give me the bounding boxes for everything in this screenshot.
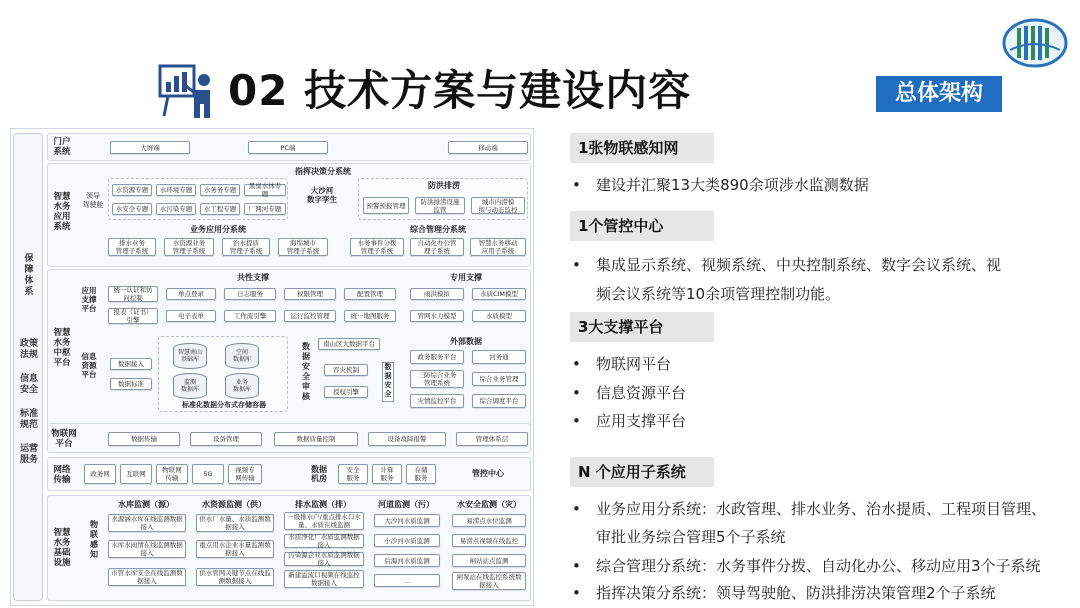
common-item: 统一认证和访 问控制 — [108, 286, 158, 302]
iot-item: 管理体系层 — [456, 432, 528, 446]
infosec-label: 信息 安全 — [19, 374, 38, 395]
network-item: 政务网 — [84, 464, 116, 484]
section-iot-network: 1张物联感知网 — [570, 133, 714, 163]
info-item: 数据标准 — [110, 378, 152, 390]
monitor-item: 后海河水质监测 — [374, 554, 440, 567]
section-app-subsystems: N 个应用子系统 — [570, 457, 714, 487]
external-item: 三防综合业务 管理系统 — [410, 370, 464, 388]
bullet-continuation: 审批业务综合管理5个子系统 — [596, 528, 786, 546]
business-item: 排水业务 管理子系统 — [108, 238, 156, 256]
external-item: 综合业务管理 — [472, 372, 526, 386]
monitor-group-title: 水资源监测（供） — [202, 500, 266, 509]
monitor-group-title: 排水监测（排） — [295, 500, 351, 509]
db-item: 空间 数据库 — [225, 343, 259, 369]
general-item: 自动化办公管 理子系统 — [410, 238, 464, 256]
topic-item: 水资源专题 — [112, 184, 152, 196]
center-item: 计算 服务 — [372, 464, 402, 484]
flood-group — [358, 178, 528, 220]
database-group — [158, 336, 288, 412]
business-item: 海绵城市 管理子系统 — [278, 238, 328, 256]
monitor-item: 水库水雨情在线监测数据接入 — [108, 540, 186, 558]
architecture-diagram — [10, 128, 534, 606]
common-item: 统一地图服务 — [344, 310, 396, 322]
section-badge: 总体架构 — [876, 76, 1002, 112]
cockpit-label: 领导 驾驶舱 — [82, 192, 104, 209]
flood-title: 防洪排涝 — [428, 181, 460, 190]
common-item: 电子表单 — [166, 310, 216, 322]
portal-item: 移动端 — [448, 141, 528, 154]
bullet-item: • 业务应用分系统：水政管理、排水业务、治水提质、工程项目管理、 — [572, 500, 1047, 518]
support-system-label: 保 障 体 系 — [24, 254, 34, 297]
monitor-item: 供水厂水量、水质监测数据接入 — [196, 514, 274, 532]
iot-item: 数据传输 — [108, 432, 180, 446]
topic-item: 水工程专题 — [200, 203, 240, 215]
external-title: 外部数据 — [450, 337, 482, 346]
monitor-item: 污染源企业水质监测数据接入 — [284, 552, 364, 566]
center-item: 存储 服务 — [406, 464, 436, 484]
bullet-item: • 集成显示系统、视频系统、中央控制系统、数字会议系统、视 — [572, 256, 1002, 274]
network-label: 网络 传输 — [53, 465, 71, 485]
common-item: 运行监控管理 — [284, 310, 336, 322]
external-item: 灾情监控平台 — [410, 394, 464, 408]
bullet-item: • 综合管理分系统：水务事件分拨、自动化办公、移动应用3个子系统 — [572, 557, 1041, 575]
common-item: 权限管理 — [284, 288, 336, 300]
topic-item: 水务务专题 — [200, 184, 240, 196]
external-item: 综合调度平台 — [472, 394, 526, 408]
audit-item: 授权引擎 — [324, 386, 368, 398]
monitor-item: 重点用水企业水量监测数据接入 — [196, 540, 274, 558]
foundation-label: 智慧 水务 基础 设施 — [53, 528, 71, 568]
bigdata-platform: 南山区大数据平台 — [318, 338, 380, 350]
common-item: 日志服务 — [224, 288, 276, 300]
external-item: 政务服务平台 — [410, 350, 464, 364]
monitor-item: 易涝点视频在线监控 — [452, 534, 526, 547]
monitor-item: 水质净化厂水质监测数据接入 — [284, 534, 364, 548]
monitor-item: 闸站站点监测 — [452, 554, 526, 567]
data-safety-label: 数 据 安 全 — [382, 362, 394, 402]
monitor-item: 水源涵水库在线监测数据接入 — [108, 514, 186, 532]
monitor-item: 新建溢流口视频在线监控数据接入 — [284, 570, 364, 588]
flood-item: 预警预报管理 — [363, 197, 409, 214]
control-center-label: 管控中心 — [472, 469, 504, 478]
topic-item: 水环境专题 — [156, 184, 196, 196]
middle-platform-layer — [47, 269, 531, 439]
portal-label: 门户 系统 — [53, 137, 71, 157]
monitor-item: 闸泵站在线监控系统数据接入 — [452, 572, 526, 590]
topic-item: 黑臭水体专题 — [244, 184, 286, 196]
operation-label: 运营 服务 — [19, 444, 38, 465]
info-resource-label: 信息 资源 平台 — [81, 352, 97, 379]
audit-label: 数 据 安 全 审 核 — [302, 342, 310, 401]
presenter-icon — [158, 64, 216, 120]
twin-label: 大沙河 数字孪生 — [307, 186, 337, 204]
monitor-item: 易涝点水位监测 — [452, 514, 526, 527]
iot-item: 设备管理 — [190, 432, 262, 446]
portal-item: 大屏端 — [110, 141, 190, 154]
bullet-item: • 物联网平台 — [572, 355, 672, 373]
monitor-item: 小沙河水质监测 — [374, 534, 440, 547]
info-item: 数据接入 — [110, 358, 152, 370]
common-item: 单点登录 — [166, 288, 216, 300]
monitor-group-title: 水库监测（源） — [118, 500, 174, 509]
db-item: 业务 数据库 — [225, 373, 259, 399]
container-label: 标准化数据分布式存储容器 — [182, 401, 266, 409]
decision-title: 指挥决策分系统 — [295, 167, 351, 176]
portal-layer — [47, 133, 531, 161]
network-item: 5G — [192, 464, 224, 484]
center-item: 安全 服务 — [338, 464, 368, 484]
monitor-item: 供水管网关键节点在线监测数据接入 — [196, 568, 274, 586]
topic-item: 厂网河专题 — [244, 203, 286, 215]
monitor-item: 大沙河水质监测 — [374, 514, 440, 527]
section-support-platforms: 3大支撑平台 — [570, 312, 714, 342]
monitor-group-title: 河道监测（污） — [378, 500, 434, 509]
app-support-label: 应用 支撑 平台 — [81, 286, 97, 313]
network-layer — [47, 457, 531, 491]
monitor-item: 一级排水户/重点排水口水量、水质在线监测 — [284, 512, 364, 530]
db-item: 监测 数据库 — [173, 373, 207, 399]
policy-label: 政策 法规 — [19, 339, 38, 360]
flood-item: 防洪排涝设施 监管 — [415, 197, 465, 214]
network-item: 互联网 — [120, 464, 152, 484]
bullet-item: • 信息资源平台 — [572, 384, 687, 402]
network-item: 视频专 网传输 — [228, 464, 262, 484]
common-item: 配置管理 — [344, 288, 396, 300]
special-item: 管网水力模型 — [410, 310, 464, 322]
common-title: 共性支撑 — [237, 273, 269, 282]
special-item: 水质CIM模型 — [472, 288, 526, 300]
iot-label: 物联网 平台 — [51, 429, 77, 449]
support-system-column — [13, 133, 43, 601]
app-system-label: 智慧 水务 应用 系统 — [53, 192, 71, 232]
audit-item: 容灾机制 — [324, 364, 368, 376]
bullet-item: • 应用支撑平台 — [572, 412, 687, 430]
standard-label: 标准 规范 — [19, 409, 38, 430]
iot-item: 设备故障报警 — [368, 432, 446, 446]
common-item: 报表（证书） 引擎 — [108, 308, 158, 324]
app-system-layer — [47, 163, 531, 267]
special-item: 雨洪模拟 — [410, 288, 464, 300]
bullet-continuation: 频会议系统等10余项管理控制功能。 — [596, 285, 841, 303]
special-item: 水质模型 — [472, 310, 526, 322]
data-center-label: 数据 机房 — [311, 465, 327, 483]
business-title: 业务应用分系统 — [190, 225, 246, 234]
external-item: 河务通 — [472, 350, 526, 364]
portal-item: PC端 — [248, 141, 328, 154]
page-title: 02 技术方案与建设内容 — [228, 66, 692, 115]
db-item: 智慧南山 基础库 — [173, 343, 207, 369]
monitor-item: 市管水库安全在线监测数据接入 — [108, 568, 186, 586]
general-item: 水务事件分拨 管理子系统 — [350, 238, 404, 256]
topic-item: 水安全专题 — [112, 203, 152, 215]
sense-label: 物 联 感 知 — [90, 520, 98, 559]
general-title: 综合管理分系统 — [410, 225, 466, 234]
general-item: 智慧水务移动 应用子系统 — [470, 238, 526, 256]
bullet-item: • 建设并汇聚13大类890余项涉水监测数据 — [572, 176, 869, 194]
iot-item: 数据质量控制 — [274, 432, 358, 446]
monitor-item: ... — [374, 574, 440, 587]
business-item: 水资源业务 管理子系统 — [164, 238, 214, 256]
business-item: 治水提质 管理子系统 — [222, 238, 270, 256]
flood-item: 城市内涝模 拟与动态监控 — [471, 197, 525, 214]
topic-item: 水污染专题 — [156, 203, 196, 215]
logo-icon — [1002, 18, 1068, 68]
section-control-center: 1个管控中心 — [570, 211, 714, 241]
iot-platform-layer — [47, 423, 531, 453]
special-title: 专用支撑 — [450, 273, 482, 282]
topic-group — [108, 178, 288, 220]
bullet-item: • 指挥决策分系统：领导驾驶舱、防洪排涝决策管理2个子系统 — [572, 584, 996, 602]
monitor-group-title: 水安全监测（灾） — [457, 500, 521, 509]
foundation-layer — [47, 495, 531, 601]
middle-label: 智慧 水务 中枢 平台 — [53, 328, 71, 368]
common-item: 工作流引擎 — [224, 310, 276, 322]
network-item: 物联网 传输 — [156, 464, 188, 484]
